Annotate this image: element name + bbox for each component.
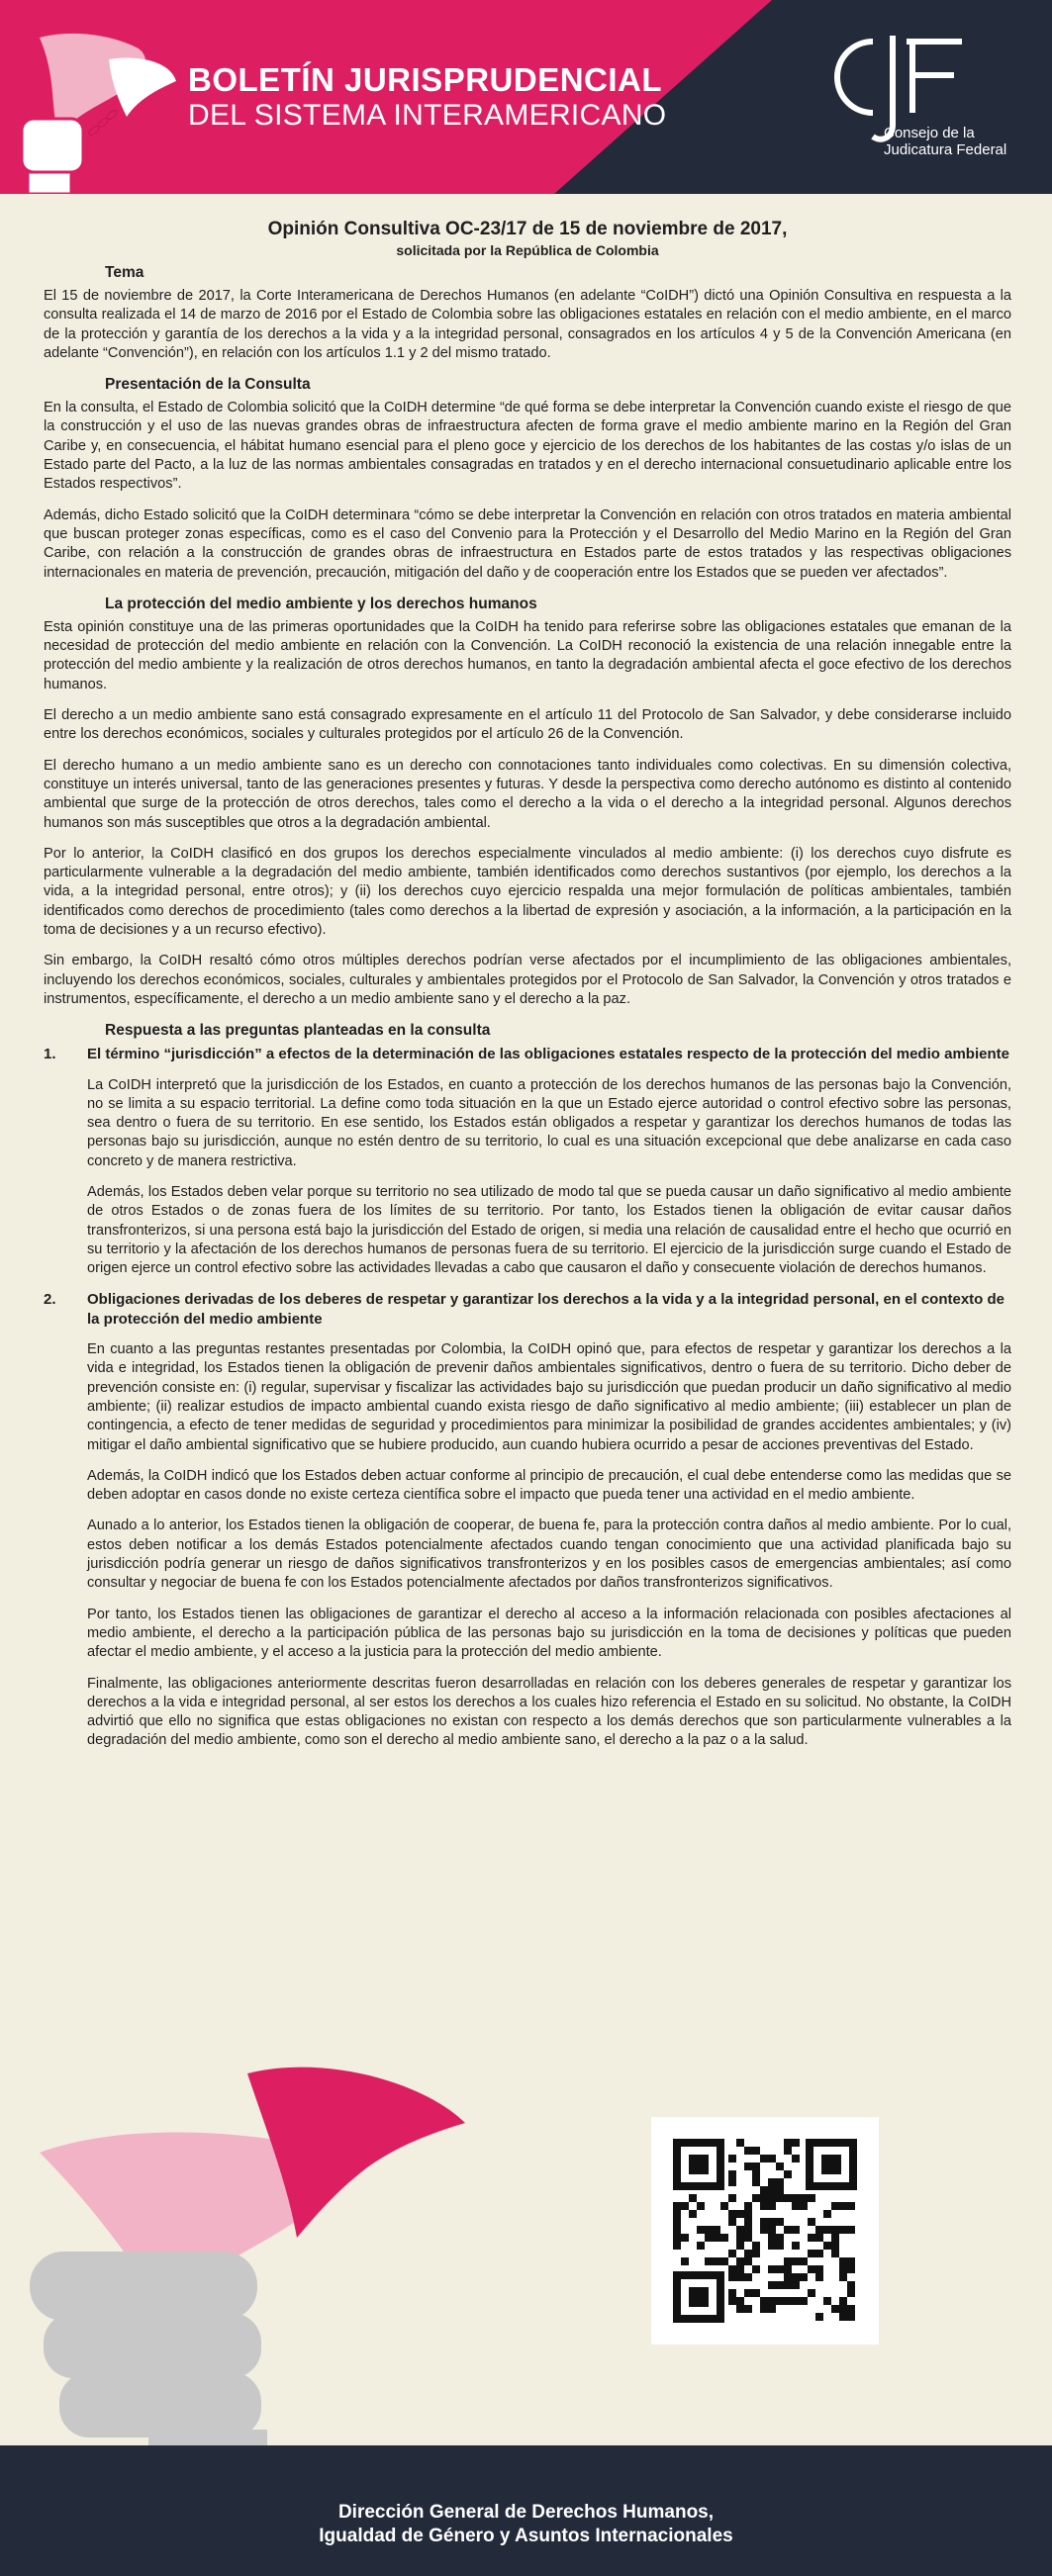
- paragraph: Por tanto, los Estados tienen las obligaciones de garantizar el derecho al acceso a la información relacionada con posibles afectaciones al medio ambiente, el derecho a la participación pública de las personas bajo su jurisdicción en la toma de decisiones y políticas que pueden afectar el medio ambiente, y el acceso a la justicia para la protección del medio ambiente.: [87, 1606, 1011, 1661]
- list-number: 2.: [44, 1291, 56, 1309]
- paragraph: La CoIDH interpretó que la jurisdicción de los Estados, en cuanto a protección de los derechos humanos de las personas bajo la Convención, no se limita a su espacio territorial. La define como toda situación en la que un Estado ejerce autoridad o control efectivo sobre las personas, sea dentro o fuera de su territorio. En ese sentido, los Estados están obligados a respetar y garantizar los derechos humanos de todas las personas bajo su jurisdicción, aunque no estén dentro de su territorio, lo cual es una situación excepcional que debe analizarse en cada caso concreto y de manera restrictiva.: [87, 1076, 1011, 1169]
- paragraph: El derecho a un medio ambiente sano está consagrado expresamente en el artículo 11 del Protocolo de San Salvador, y debe considerarse incluido entre los derechos económicos, sociales y culturales protegidos por el artículo 26 de la Convención.: [44, 707, 1011, 743]
- paragraph: Además, los Estados deben velar porque su territorio no sea utilizado de modo tal que se pueda causar un daño significativo al medio ambiente de otros Estados o de zonas fuera de los límites de su territorio. Por tanto, los Estados tienen la obligación de evitar causar daños transfronterizos, si una persona está bajo la jurisdicción del Estado de origen, si media una relación de causalidad entre el hecho que ocurrió en su territorio y la afectación de los derechos humanos de personas fuera de su territorio. El ejercicio de la jurisdicción surge cuando el Estado de origen ejerce un control efectivo sobre las actividades llevadas a cabo que causaron el daño y consecuente violación de derechos humanos.: [87, 1183, 1011, 1277]
- list-item-2-body: [44, 1340, 1011, 1751]
- paragraph: En la consulta, el Estado de Colombia solicitó que la CoIDH determine “de qué forma se debe interpretar la Convención cuando existe el riesgo de que la construcción y el uso de las nuevas grandes obras de infraestructura afecten de forma grave el medio ambiente marino en la Región del Gran Caribe y, en consecuencia, el hábitat humano esencial para el pleno goce y ejercicio de los derechos de los habitantes de las costas y/o islas de un Estado parte del Pacto, a la luz de las normas ambientales consagradas en tratados y en el derecho internacional consuetudinario aplicable entre los Estados respectivos”.: [44, 400, 1011, 493]
- list-item-1: [44, 1045, 1011, 1063]
- paragraph: Finalmente, las obligaciones anteriormente descritas fueron desarrolladas en relación con los deberes generales de respetar y garantizar los derechos a la vida e integridad personal, al ser estos los derechos a los cuales hizo referencia el Estado en su solicitud. No obstante, la CoIDH advirtió que ello no significa que estas obligaciones no existan con respecto a los demás derechos que son particularmente vulnerables a la degradación del medio ambiente, como son el derecho al medio ambiente sano, el derecho a la paz o a la salud.: [87, 1675, 1011, 1749]
- list-item-2: [44, 1290, 1011, 1329]
- title-line-1: BOLETÍN JURISPRUDENCIAL: [188, 61, 663, 98]
- document-body: [44, 218, 1011, 1763]
- paragraph: Aunado a lo anterior, los Estados tienen la obligación de cooperar, de buena fe, para la protección contra daños al medio ambiente. Por lo cual, estos deben notificar a los demás Estados potencialmente afectados cuando tengan conocimiento que una actividad planificada bajo su jurisdicción podría generar un riesgo de daños significativos transfronterizos y en los posibles casos de emergencias ambientales; así como consultar y negociar de buena fe con los Estados potencialmente afectados por daños transfronterizos significativos.: [87, 1518, 1011, 1592]
- footer-text: [0, 2501, 1052, 2548]
- heading-tema: Tema: [105, 264, 144, 281]
- list-number: 1.: [44, 1046, 56, 1063]
- paragraph: Además, la CoIDH indicó que los Estados deben actuar conforme al principio de precaución, el cual debe entenderse como las medidas que se deben adoptar en casos donde no existe certeza científica sobre el impacto que pueda tener una actividad en el medio ambiente.: [87, 1467, 1011, 1504]
- content-area: [0, 194, 1052, 2044]
- document-subtitle: solicitada por la República de Colombia: [396, 242, 659, 258]
- list-heading: Obligaciones derivadas de los deberes de respetar y garantizar los derechos a la vida y a la integridad personal, en el contexto de la protección del medio ambiente: [87, 1291, 1005, 1328]
- header-banner: [0, 0, 1052, 194]
- list-item-1-body: [44, 1076, 1011, 1279]
- paragraph: Por lo anterior, la CoIDH clasificó en dos grupos los derechos especialmente vinculados al medio ambiente: (i) los derechos cuyo disfrute es particularmente vulnerable a la degradación del medio ambiente, también identificados como derechos sustantivos (por ejemplo, los derechos a la vida, a la integridad personal, entre otros); y (ii) los derechos cuyo ejercicio respalda una mejor formulación de políticas ambientales, también identificados como derechos de procedimiento (tales como derechos a la libertad de expresión y asociación, a la información, a la participación en la toma de decisiones y a un recurso efectivo).: [44, 845, 1011, 939]
- paragraph: Esta opinión constituye una de las primeras oportunidades que la CoIDH ha tenido para referirse sobre las obligaciones estatales que emanan de la necesidad de protección del medio ambiente en relación con la Convención. La CoIDH reconoció la existencia de una relación innegable entre la protección del medio ambiente y la realización de otros derechos humanos, en tanto la degradación ambiental afecta el goce efectivo de los derechos humanos.: [44, 618, 1011, 692]
- footer-line-2: Igualdad de Género y Asuntos Internacionales: [319, 2526, 733, 2546]
- paragraph: El 15 de noviembre de 2017, la Corte Interamericana de Derechos Humanos (en adelante “CoIDH”) dictó una Opinión Consultiva en respuesta a la consulta realizada el 14 de marzo de 2016 por el Estado de Colombia sobre las obligaciones estatales en relación con el medio ambiente, en el marco de la protección y garantía de los derechos a la vida y a la integridad personal, consagrados en los artículos 4 y 5 de la Convención Americana (en adelante “Convención”), en relación con los artículos 1.1 y 2 del mismo tratado.: [44, 288, 1011, 361]
- qr-code-icon: [651, 2117, 879, 2345]
- paragraph: En cuanto a las preguntas restantes presentadas por Colombia, la CoIDH opinó que, para efectos de respetar y garantizar los derechos a la vida e integridad, los Estados tienen la obligación de prevenir daños ambientales significativos, dentro o fuera de su territorio. Dicho deber de prevención consiste en: (i) regular, supervisar y fiscalizar las actividades bajo su jurisdicción que puedan producir un daño significativo al medio ambiente; (ii) realizar estudios de impacto ambiental cuando exista riesgo de daño significativo al medio ambiente; (iii) establecer un plan de contingencia, a efecto de tener medidas de seguridad y procedimientos para minimizar la posibilidad de grandes accidentes ambientales; y (iv) mitigar el daño ambiental significativo que se hubiere producido, aun cuando hubiera ocurrido a pesar de acciones preventivas del Estado.: [87, 1341, 1011, 1453]
- bulletin-title: [188, 61, 666, 133]
- paragraph: El derecho humano a un medio ambiente sano es un derecho con connotaciones tanto individuales como colectivas. En su dimensión colectiva, constituye un interés universal, tanto de las generaciones presentes y futuras. Y desde la perspectiva como derecho autónomo es distinto al contenido ambiental que surge de la protección de otros derechos, tales como el derecho a la vida o el derecho a la integridad personal. Algunos derechos humanos son más susceptibles que otros a la degradación ambiental.: [44, 757, 1011, 831]
- title-line-2: DEL SISTEMA INTERAMERICANO: [188, 99, 667, 132]
- logo-caption: Consejo de la Judicatura Federal: [884, 125, 1007, 158]
- qr-code[interactable]: [651, 2117, 879, 2345]
- heading-presentacion: Presentación de la Consulta: [105, 376, 311, 394]
- paragraph: Sin embargo, la CoIDH resaltó cómo otros múltiples derechos podrían verse afectados por el incumplimiento de las obligaciones ambientales, incluyendo los derechos económicos, sociales, culturales y ambientales protegidos por el Protocolo de San Salvador, la Convención y otros tratados e instrumentos, específicamente, el derecho a un medio ambiente sano y el derecho a la paz.: [44, 953, 1011, 1007]
- paragraph: Además, dicho Estado solicitó que la CoIDH determinara “cómo se debe interpretar la Convención en relación con otros tratados en materia ambiental que buscan proteger zonas específicas, como es el caso del Convenio para la Protección y el Desarrollo del Medio Marino en la Región del Gran Caribe, con relación a la construcción de grandes obras de infraestructura en Estados parte de estos tratados y las respectivas obligaciones internacionales en materia de prevención, precaución, mitigación del daño y de cooperación entre los Estados que se pueden ver afectados”.: [44, 506, 1011, 581]
- list-heading: El término “jurisdicción” a efectos de la determinación de las obligaciones estatales respecto de la protección del medio ambiente: [87, 1046, 1009, 1063]
- heading-respuesta: Respuesta a las preguntas planteadas en la consulta: [105, 1022, 491, 1040]
- heading-proteccion: La protección del medio ambiente y los derechos humanos: [105, 595, 537, 612]
- document-title: Opinión Consultiva OC-23/17 de 15 de noviembre de 2017,: [267, 219, 788, 239]
- footer-line-1: Dirección General de Derechos Humanos,: [337, 2502, 715, 2523]
